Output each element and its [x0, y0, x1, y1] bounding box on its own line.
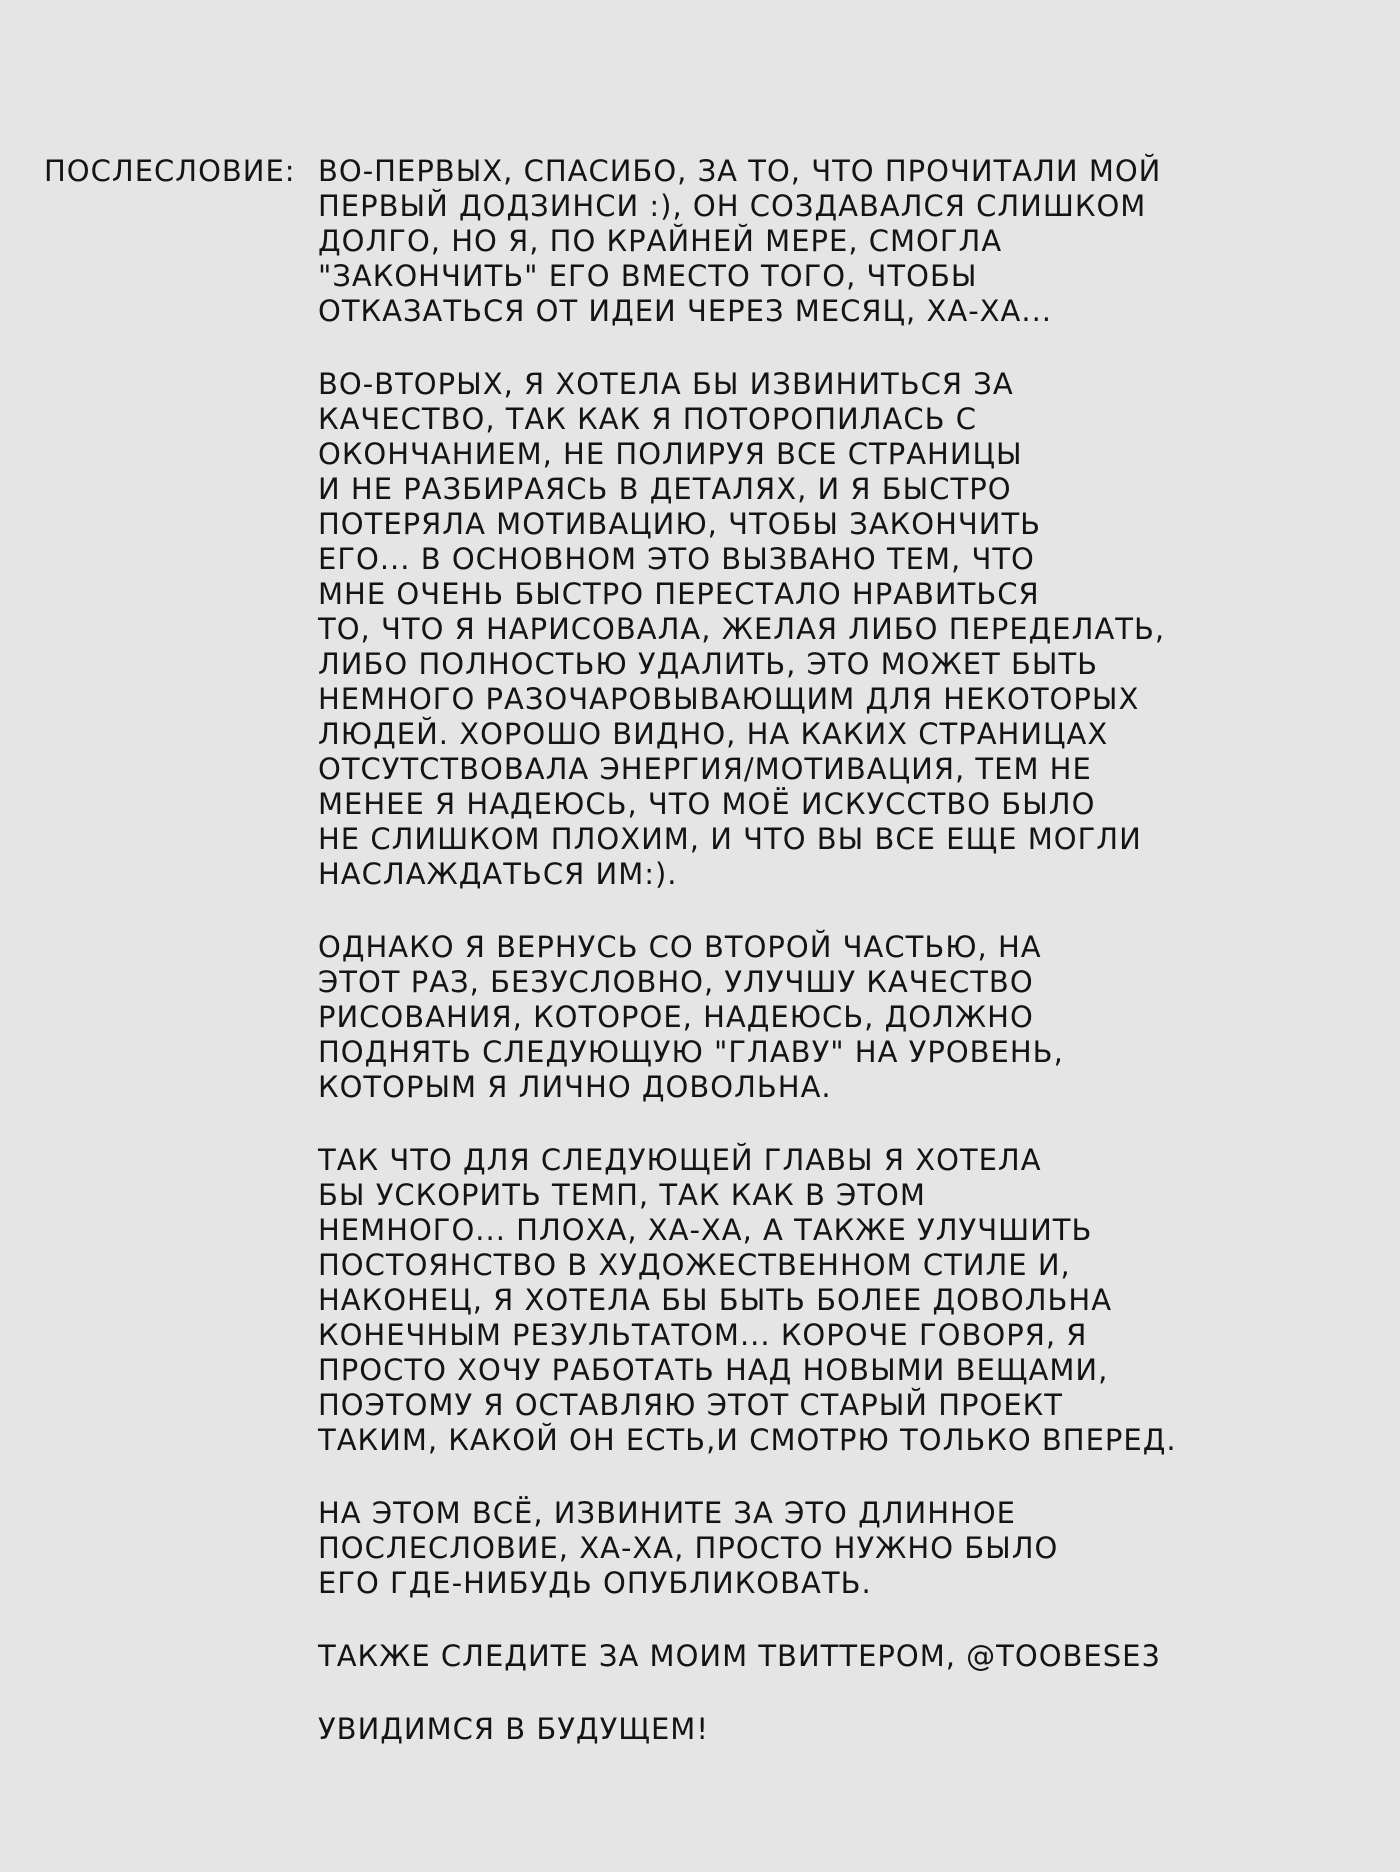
- text-line: ПРОСТО ХОЧУ РАБОТАТЬ НАД НОВЫМИ ВЕЩАМИ,: [318, 1353, 1109, 1387]
- text-line: ЭТОТ РАЗ, БЕЗУСЛОВНО, УЛУЧШУ КАЧЕСТВО: [318, 965, 1034, 999]
- text-line: И НЕ РАЗБИРАЯСЬ В ДЕТАЛЯХ, И Я БЫСТРО: [318, 472, 1012, 506]
- text-line: ЕГО... В ОСНОВНОМ ЭТО ВЫЗВАНО ТЕМ, ЧТО: [318, 542, 1035, 576]
- text-line: НЕМНОГО... ПЛОХА, ХА-ХА, А ТАКЖЕ УЛУЧШИТЬ: [318, 1213, 1093, 1247]
- text-line: ПОДНЯТЬ СЛЕДУЮЩУЮ "ГЛАВУ" НА УРОВЕНЬ,: [318, 1035, 1064, 1069]
- afterword-paragraph: [318, 1496, 1358, 1601]
- text-line: МЕНЕЕ Я НАДЕЮСЬ, ЧТО МОЁ ИСКУССТВО БЫЛО: [318, 787, 1096, 821]
- text-line: ПОЭТОМУ Я ОСТАВЛЯЮ ЭТОТ СТАРЫЙ ПРОЕКТ: [318, 1388, 1063, 1422]
- text-line: ТО, ЧТО Я НАРИСОВАЛА, ЖЕЛАЯ ЛИБО ПЕРЕДЕЛАТЬ,: [318, 612, 1166, 646]
- text-line: НА ЭТОМ ВСЁ, ИЗВИНИТЕ ЗА ЭТО ДЛИННОЕ: [318, 1496, 1017, 1530]
- text-line: КОТОРЫМ Я ЛИЧНО ДОВОЛЬНА.: [318, 1070, 832, 1104]
- afterword-paragraph: [318, 1639, 1358, 1674]
- text-line: ВО-ВТОРЫХ, Я ХОТЕЛА БЫ ИЗВИНИТЬСЯ ЗА: [318, 367, 1014, 401]
- text-line: ОДНАКО Я ВЕРНУСЬ СО ВТОРОЙ ЧАСТЬЮ, НА: [318, 930, 1042, 964]
- text-line: ВО-ПЕРВЫХ, СПАСИБО, ЗА ТО, ЧТО ПРОЧИТАЛИ МОЙ: [318, 154, 1162, 188]
- text-line: ЛИБО ПОЛНОСТЬЮ УДАЛИТЬ, ЭТО МОЖЕТ БЫТЬ: [318, 647, 1099, 681]
- afterword-paragraph: [318, 367, 1358, 892]
- afterword-body: [318, 154, 1358, 1785]
- text-line: КАЧЕСТВО, ТАК КАК Я ПОТОРОПИЛАСЬ С: [318, 402, 977, 436]
- text-line: "ЗАКОНЧИТЬ" ЕГО ВМЕСТО ТОГО, ЧТОБЫ: [318, 259, 978, 293]
- text-line: ПОТЕРЯЛА МОТИВАЦИЮ, ЧТОБЫ ЗАКОНЧИТЬ: [318, 507, 1042, 541]
- text-line: ТАК ЧТО ДЛЯ СЛЕДУЮЩЕЙ ГЛАВЫ Я ХОТЕЛА: [318, 1143, 1042, 1177]
- afterword-paragraph: [318, 930, 1358, 1105]
- text-line: ДОЛГО, НО Я, ПО КРАЙНЕЙ МЕРЕ, СМОГЛА: [318, 224, 1003, 258]
- text-line: РИСОВАНИЯ, КОТОРОЕ, НАДЕЮСЬ, ДОЛЖНО: [318, 1000, 1034, 1034]
- text-line: НАКОНЕЦ, Я ХОТЕЛА БЫ БЫТЬ БОЛЕЕ ДОВОЛЬНА: [318, 1283, 1113, 1317]
- text-line: ЕГО ГДЕ-НИБУДЬ ОПУБЛИКОВАТЬ.: [318, 1566, 872, 1600]
- text-line: ОКОНЧАНИЕМ, НЕ ПОЛИРУЯ ВСЕ СТРАНИЦЫ: [318, 437, 1023, 471]
- text-line: МНЕ ОЧЕНЬ БЫСТРО ПЕРЕСТАЛО НРАВИТЬСЯ: [318, 577, 1040, 611]
- text-line: ПОСТОЯНСТВО В ХУДОЖЕСТВЕННОМ СТИЛЕ И,: [318, 1248, 1071, 1282]
- text-line: БЫ УСКОРИТЬ ТЕМП, ТАК КАК В ЭТОМ: [318, 1178, 926, 1212]
- afterword-paragraph: [318, 1143, 1358, 1458]
- text-line: КОНЕЧНЫМ РЕЗУЛЬТАТОМ... КОРОЧЕ ГОВОРЯ, Я: [318, 1318, 1088, 1352]
- afterword-paragraph: [318, 154, 1358, 329]
- text-line: ОТСУТСТВОВАЛА ЭНЕРГИЯ/МОТИВАЦИЯ, ТЕМ НЕ: [318, 752, 1092, 786]
- text-line: ТАКИМ, КАКОЙ ОН ЕСТЬ,И СМОТРЮ ТОЛЬКО ВПЕРЕД.: [318, 1423, 1177, 1457]
- text-line: ПЕРВЫЙ ДОДЗИНСИ :), ОН СОЗДАВАЛСЯ СЛИШКОМ: [318, 189, 1147, 223]
- text-line: НЕ СЛИШКОМ ПЛОХИМ, И ЧТО ВЫ ВСЕ ЕЩЕ МОГЛИ: [318, 822, 1142, 856]
- text-line: ПОСЛЕСЛОВИЕ, ХА-ХА, ПРОСТО НУЖНО БЫЛО: [318, 1531, 1059, 1565]
- afterword-paragraph: [318, 1712, 1358, 1747]
- text-line: ОТКАЗАТЬСЯ ОТ ИДЕИ ЧЕРЕЗ МЕСЯЦ, ХА-ХА...: [318, 294, 1053, 328]
- afterword-heading: ПОСЛЕСЛОВИЕ:: [44, 154, 296, 188]
- text-line: НАСЛАЖДАТЬСЯ ИМ:).: [318, 857, 678, 891]
- text-line: УВИДИМСЯ В БУДУЩЕМ!: [318, 1712, 709, 1746]
- text-line: НЕМНОГО РАЗОЧАРОВЫВАЮЩИМ ДЛЯ НЕКОТОРЫХ: [318, 682, 1140, 716]
- text-line: ЛЮДЕЙ. ХОРОШО ВИДНО, НА КАКИХ СТРАНИЦАХ: [318, 717, 1109, 751]
- text-line: ТАКЖЕ СЛЕДИТЕ ЗА МОИМ ТВИТТЕРОМ, @TOOBESE3: [318, 1639, 1161, 1673]
